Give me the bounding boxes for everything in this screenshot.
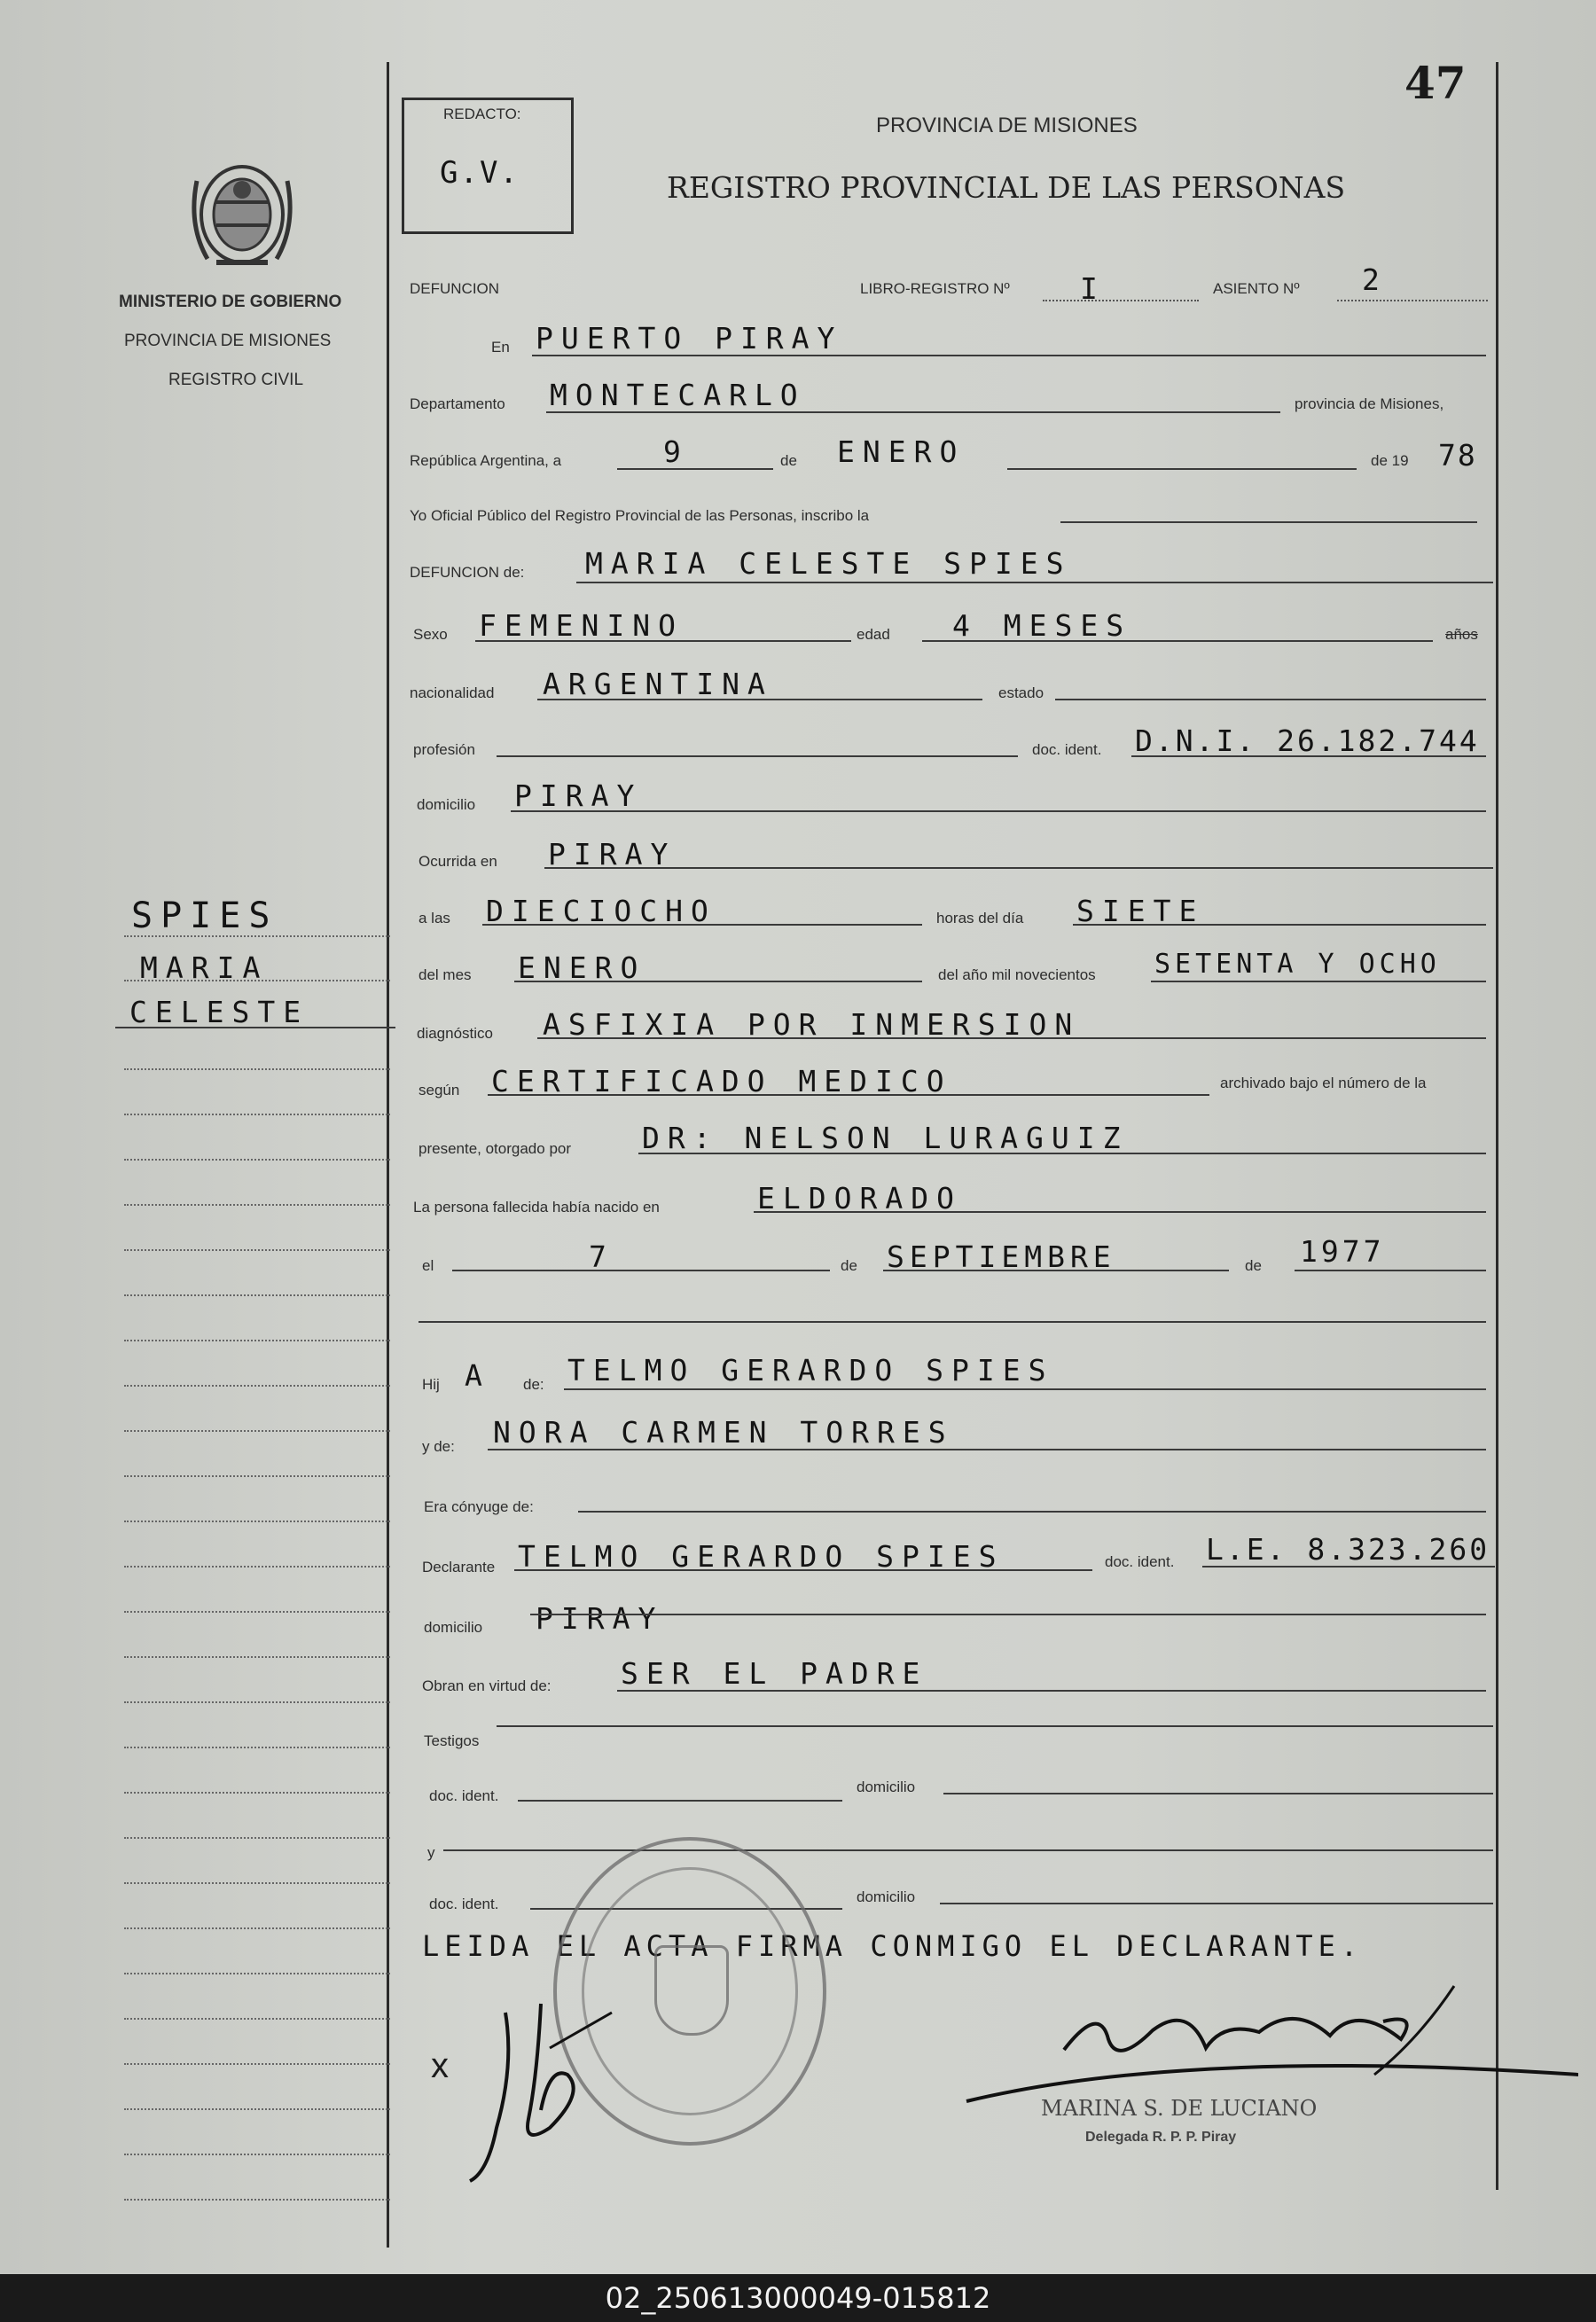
redacto-box xyxy=(402,98,574,234)
fallecido-nombre: MARIA CELESTE SPIES xyxy=(585,546,1072,581)
departamento-value: MONTECARLO xyxy=(550,378,806,412)
yo-line xyxy=(1060,521,1477,523)
diagnostico-line xyxy=(537,1037,1486,1039)
conyuge-label: Era cónyuge de: xyxy=(424,1498,534,1515)
nac-ano-value: 1977 xyxy=(1300,1234,1385,1269)
otorgado-line xyxy=(638,1153,1486,1154)
margin-surname: SPIES xyxy=(131,895,278,936)
diagnostico-label: diagnóstico xyxy=(417,1025,494,1042)
mes-line xyxy=(1007,468,1357,470)
provincia-label: provincia de Misiones, xyxy=(1295,395,1444,412)
province-label: PROVINCIA DE MISIONES xyxy=(124,332,332,350)
nac-de-label: de xyxy=(841,1257,857,1274)
del-ano-label: del año mil novecientos xyxy=(938,966,1096,983)
margin-line xyxy=(124,2018,390,2020)
margin-line xyxy=(124,1475,390,1477)
ano-value: 78 xyxy=(1438,438,1477,473)
del-mes-label: del mes xyxy=(419,966,472,983)
a-las-label: a las xyxy=(419,910,450,926)
defuncion-de-label: DEFUNCION de: xyxy=(410,564,525,581)
conyuge-line xyxy=(578,1511,1486,1513)
x-mark: x xyxy=(431,2046,449,2085)
doc-value: D.N.I. 26.182.744 xyxy=(1135,723,1480,758)
libro-value: I xyxy=(1080,271,1106,306)
margin-line xyxy=(124,1837,390,1839)
margin-line xyxy=(124,1294,390,1296)
margin-line xyxy=(124,1385,390,1387)
civil-registry-label: REGISTRO CIVIL xyxy=(168,371,304,389)
de-19-label: de 19 xyxy=(1371,452,1409,469)
padre-value: TELMO GERARDO SPIES xyxy=(567,1353,1054,1388)
libro-label: LIBRO-REGISTRO Nº xyxy=(860,280,1010,297)
madre-value: NORA CARMEN TORRES xyxy=(493,1415,954,1450)
estado-line xyxy=(1055,699,1486,700)
el-label: el xyxy=(422,1257,434,1274)
segun-line xyxy=(488,1094,1209,1096)
margin-line xyxy=(124,1204,390,1206)
header-province: PROVINCIA DE MISIONES xyxy=(876,113,1138,137)
en-label: En xyxy=(491,339,510,356)
nacido-value: ELDORADO xyxy=(757,1181,962,1216)
nacionalidad-label: nacionalidad xyxy=(410,684,495,701)
registry-title: REGISTRO PROVINCIAL DE LAS PERSONAS xyxy=(667,170,1346,205)
margin-line xyxy=(124,1340,390,1341)
margin-line xyxy=(124,1973,390,1974)
y-label: y xyxy=(427,1844,435,1861)
decl-doc-line xyxy=(1202,1566,1495,1568)
testigos-line xyxy=(497,1725,1493,1727)
ano-texto-value: SETENTA Y OCHO xyxy=(1154,949,1441,980)
de-label: de xyxy=(780,452,797,469)
nombre-line xyxy=(576,582,1493,583)
decl-domicilio-label: domicilio xyxy=(424,1619,483,1636)
official-name: MARINA S. DE LUCIANO xyxy=(1041,2096,1318,2121)
y-de-label: y de: xyxy=(422,1438,455,1455)
ano-texto-line xyxy=(1151,981,1486,982)
testigo2-line xyxy=(443,1849,1493,1851)
nacido-line xyxy=(754,1211,1486,1213)
record-type: DEFUNCION xyxy=(410,280,500,297)
margin-line xyxy=(124,2063,390,2065)
ocurrida-line xyxy=(544,867,1493,869)
sexo-value: FEMENINO xyxy=(479,608,684,643)
margin-line xyxy=(124,1430,390,1432)
domicilio-label: domicilio xyxy=(417,796,476,813)
obran-value: SER EL PADRE xyxy=(621,1656,928,1691)
horas-line xyxy=(482,924,922,926)
margin-line xyxy=(124,2108,390,2110)
lugar-value: PUERTO PIRAY xyxy=(536,321,843,356)
edad-label: edad xyxy=(857,626,890,643)
right-margin-rule xyxy=(1496,62,1498,2190)
declarante-value: TELMO GERARDO SPIES xyxy=(518,1539,1005,1574)
madre-line xyxy=(488,1449,1486,1450)
margin-line xyxy=(115,1027,395,1028)
asiento-line xyxy=(1337,300,1488,301)
testigo1-dom-label: domicilio xyxy=(857,1779,916,1795)
doc-ident-label: doc. ident. xyxy=(1032,741,1102,758)
nacido-label: La persona fallecida había nacido en xyxy=(413,1199,660,1216)
margin-line xyxy=(124,1521,390,1522)
margin-line xyxy=(124,1566,390,1568)
page-number: 47 xyxy=(1404,57,1467,109)
estado-label: estado xyxy=(998,684,1044,701)
declarante-line xyxy=(514,1569,1092,1571)
nac-dia-value: 7 xyxy=(589,1239,614,1274)
margin-line xyxy=(124,1927,390,1929)
margin-line xyxy=(124,1249,390,1251)
departamento-label: Departamento xyxy=(410,395,505,412)
domicilio-value: PIRAY xyxy=(514,778,643,813)
horas-del-dia-label: horas del día xyxy=(936,910,1024,926)
dia-texto-line xyxy=(1073,924,1486,926)
nac-mes-line xyxy=(883,1270,1229,1271)
dia-line xyxy=(617,468,773,470)
nac-mes-value: SEPTIEMBRE xyxy=(887,1239,1116,1274)
official-role: Delegada R. P. P. Piray xyxy=(1085,2130,1237,2145)
margin-second-name: CELESTE xyxy=(129,995,309,1029)
nac-de2-label: de xyxy=(1245,1257,1262,1274)
lugar-line xyxy=(532,355,1486,356)
obran-line xyxy=(617,1690,1486,1692)
nacionalidad-value: ARGENTINA xyxy=(543,667,773,701)
margin-line xyxy=(124,1882,390,1884)
sexo-line xyxy=(475,640,851,642)
diagnostico-value: ASFIXIA POR INMERSION xyxy=(543,1007,1081,1042)
domicilio-line xyxy=(511,810,1486,812)
hij-suffix: A xyxy=(465,1358,490,1393)
declarant-signature-icon xyxy=(452,1995,621,2190)
margin-line xyxy=(124,1792,390,1794)
sexo-label: Sexo xyxy=(413,626,448,643)
asiento-label: ASIENTO Nº xyxy=(1213,280,1300,297)
margin-line xyxy=(124,1611,390,1613)
margin-line xyxy=(124,1068,390,1070)
republica-label: República Argentina, a xyxy=(410,452,562,469)
testigo1-dom-line xyxy=(943,1793,1493,1794)
testigo1-doc-line xyxy=(518,1800,842,1802)
ministry-label: MINISTERIO DE GOBIERNO xyxy=(119,293,342,311)
margin-line xyxy=(124,1701,390,1703)
margin-line xyxy=(124,935,390,937)
margin-line xyxy=(124,1114,390,1115)
nacionalidad-line xyxy=(537,699,982,700)
decl-domicilio-value: PIRAY xyxy=(536,1601,664,1636)
hij-label: Hij xyxy=(422,1376,440,1393)
coat-of-arms-icon xyxy=(181,145,303,278)
mes2-value: ENERO xyxy=(518,950,646,985)
asiento-value: 2 xyxy=(1362,262,1388,297)
margin-first-name: MARIA xyxy=(140,950,269,985)
testigo1-doc-label: doc. ident. xyxy=(429,1787,499,1804)
otorgado-value: DR: NELSON LURAGUIZ xyxy=(642,1121,1129,1155)
margin-line xyxy=(124,2199,390,2201)
decl-doc-value: L.E. 8.323.260 xyxy=(1206,1532,1490,1567)
testigo2-doc-label: doc. ident. xyxy=(429,1896,499,1912)
profesion-label: profesión xyxy=(413,741,475,758)
padre-line xyxy=(564,1388,1486,1390)
margin-line xyxy=(124,1159,390,1161)
dia-texto-value: SIETE xyxy=(1076,894,1205,928)
declarante-label: Declarante xyxy=(422,1559,496,1575)
edad-line xyxy=(922,640,1433,642)
nac-ano-line xyxy=(1295,1270,1486,1271)
dia-value: 9 xyxy=(663,434,689,469)
blank-line xyxy=(419,1321,1486,1323)
decl-domicilio-line xyxy=(530,1614,1486,1615)
profesion-line xyxy=(497,755,1018,757)
mes2-line xyxy=(514,981,922,982)
departamento-line xyxy=(546,411,1280,413)
obran-label: Obran en virtud de: xyxy=(422,1677,552,1694)
testigos-label: Testigos xyxy=(424,1732,480,1749)
leida-value: LEIDA EL ACTA FIRMA CONMIGO EL DECLARANTE. xyxy=(422,1929,1364,1963)
segun-value: CERTIFICADO MEDICO xyxy=(491,1064,952,1098)
segun-label: según xyxy=(419,1082,460,1098)
ocurrida-label: Ocurrida en xyxy=(419,853,497,870)
nac-dia-line xyxy=(452,1270,830,1271)
doc-line xyxy=(1131,755,1486,757)
redacto-label: REDACTO: xyxy=(443,106,521,122)
redacto-initials: G.V. xyxy=(440,155,520,191)
archivado-label: archivado bajo el número de la xyxy=(1220,1075,1427,1091)
margin-line xyxy=(124,2154,390,2155)
decl-doc-label: doc. ident. xyxy=(1105,1553,1175,1570)
margin-line xyxy=(124,980,390,981)
mes-value: ENERO xyxy=(837,434,966,469)
ocurrida-value: PIRAY xyxy=(548,837,677,872)
libro-line xyxy=(1043,300,1199,301)
anos-label: años xyxy=(1445,626,1478,643)
margin-line xyxy=(124,1747,390,1748)
testigo2-dom-label: domicilio xyxy=(857,1888,916,1905)
testigo2-dom-line xyxy=(940,1903,1493,1904)
presente-label: presente, otorgado por xyxy=(419,1140,572,1157)
edad-value: 4 MESES xyxy=(952,608,1132,643)
horas-value: DIECIOCHO xyxy=(486,894,716,928)
hij-de-label: de: xyxy=(523,1376,544,1393)
left-margin-rule xyxy=(387,62,389,2248)
scan-file-id: 02_250613000049-015812 xyxy=(0,2274,1596,2322)
yo-oficial-label: Yo Oficial Público del Registro Provincial de las Personas, inscribo la xyxy=(410,507,870,524)
margin-line xyxy=(124,1656,390,1658)
